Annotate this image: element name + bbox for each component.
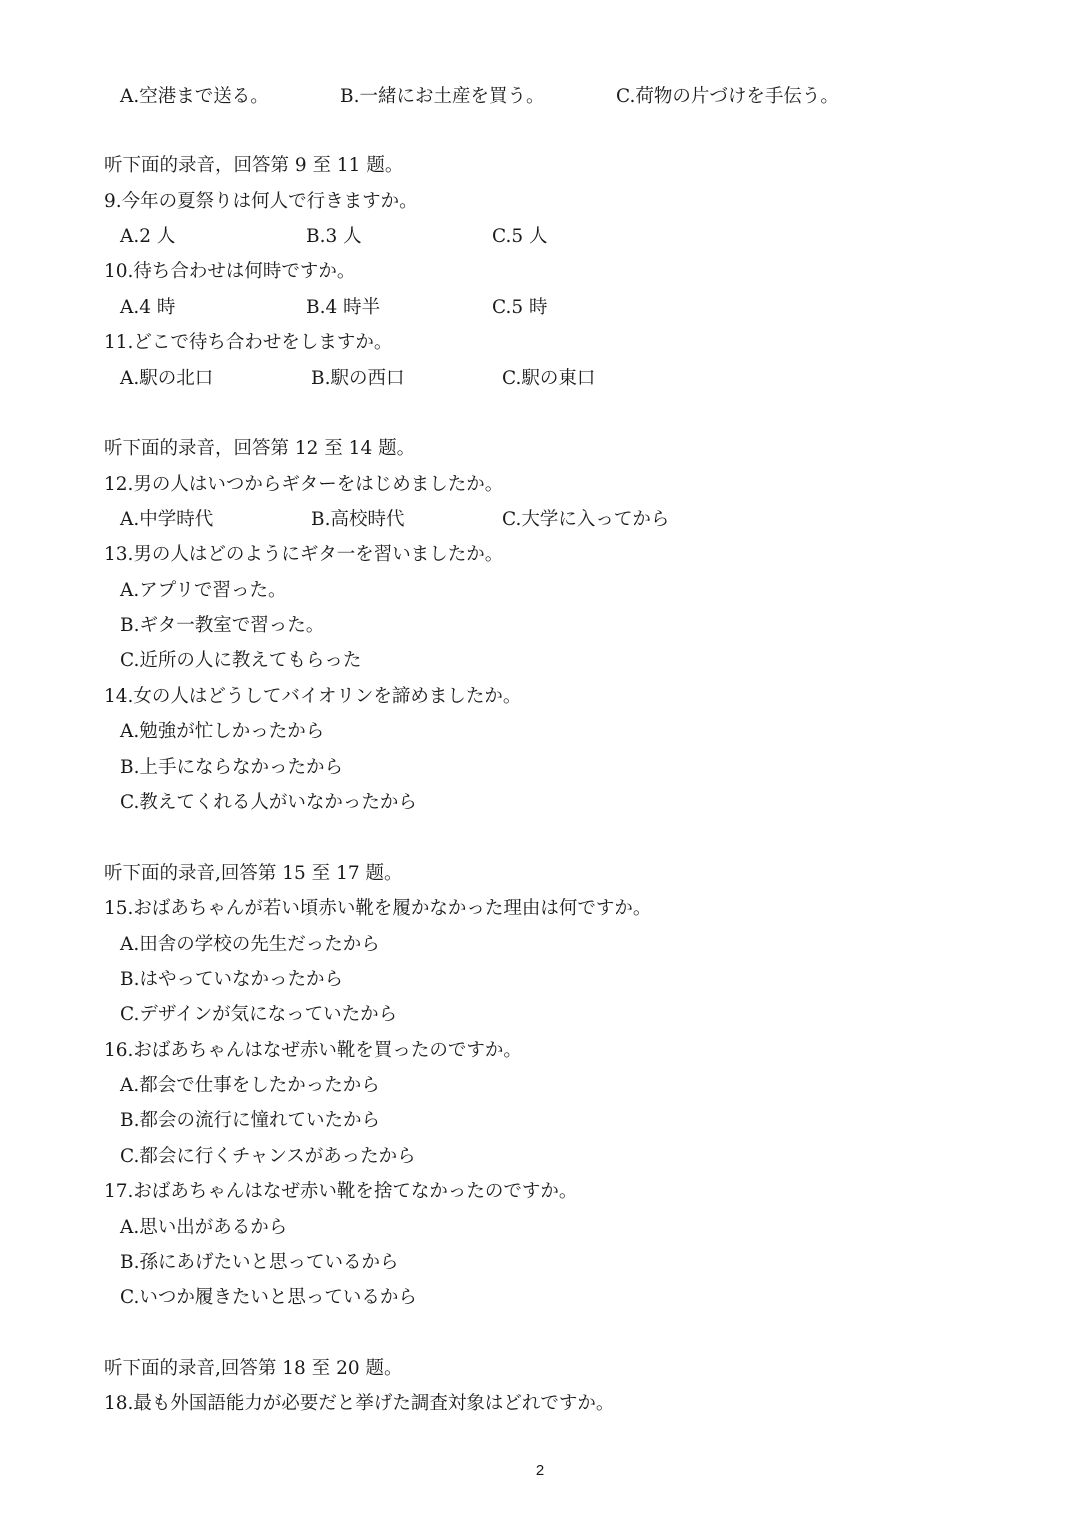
q12-option-a: A.中学時代 (120, 509, 214, 530)
q14-option-c: C.教えてくれる人がいなかったから (120, 792, 417, 813)
question-14: 14.女の人はどうしてバイオリンを諦めましたか。 (104, 686, 522, 707)
q11-option-a: A.駅の北口 (120, 368, 214, 389)
question-10: 10.待ち合わせは何時ですか。 (104, 261, 356, 282)
q10-option-a: A.4 時 (120, 297, 176, 318)
q16-option-b: B.都会の流行に憧れていたから (120, 1110, 380, 1131)
page-number: 2 (535, 1462, 545, 1479)
q15-option-c: C.デザインが気になっていたから (120, 1004, 398, 1025)
section-heading: 听下面的录音,回答第 18 至 20 题。 (104, 1358, 403, 1379)
q8-option-c: C.荷物の片づけを手伝う。 (616, 86, 839, 107)
q17-option-c: C.いつか履きたいと思っているから (120, 1287, 417, 1308)
q8-option-a: A.空港まで送る。 (120, 86, 269, 107)
q9-option-c: C.5 人 (492, 226, 548, 247)
question-18: 18.最も外国語能力が必要だと挙げた調査対象はどれですか。 (104, 1393, 615, 1414)
q9-option-b: B.3 人 (306, 226, 362, 247)
question-12: 12.男の人はいつからギターをはじめましたか。 (104, 474, 504, 495)
question-17: 17.おばあちゃんはなぜ赤い靴を捨てなかったのですか。 (104, 1181, 578, 1202)
question-13: 13.男の人はどのようにギタ一を習いましたか。 (104, 544, 504, 565)
q12-option-c: C.大学に入ってから (502, 509, 670, 530)
q13-option-a: A.アプリで習った。 (120, 580, 287, 601)
q8-option-b: B.一緒にお土産を買う。 (340, 86, 545, 107)
q9-option-a: A.2 人 (120, 226, 176, 247)
q12-option-b: B.高校時代 (311, 509, 405, 530)
q15-option-a: A.田舎の学校の先生だったから (120, 934, 380, 955)
question-15: 15.おばあちゃんが若い頃赤い靴を履かなかった理由は何ですか。 (104, 898, 652, 919)
q16-option-c: C.都会に行くチャンスがあったから (120, 1146, 416, 1167)
section-heading: 听下面的录音,回答第 15 至 17 题。 (104, 863, 403, 884)
q10-option-b: B.4 時半 (306, 297, 381, 318)
q15-option-b: B.はやっていなかったから (120, 969, 343, 990)
q13-option-b: B.ギタ一教室で習った。 (120, 615, 325, 636)
q17-option-b: B.孫にあげたいと思っているから (120, 1252, 399, 1273)
q14-option-b: B.上手にならなかったから (120, 757, 343, 778)
q10-option-c: C.5 時 (492, 297, 548, 318)
q11-option-c: C.駅の東口 (502, 368, 596, 389)
q13-option-c: C.近所の人に教えてもらった (120, 650, 362, 671)
section-heading: 听下面的录音，回答第 12 至 14 题。 (104, 438, 416, 459)
section-heading: 听下面的录音，回答第 9 至 11 题。 (104, 155, 404, 176)
question-11: 11.どこで待ち合わせをしますか。 (104, 332, 393, 353)
question-9: 9.今年の夏祭りは何人で行きますか。 (104, 191, 418, 212)
q11-option-b: B.駅の西口 (311, 368, 405, 389)
q16-option-a: A.都会で仕事をしたかったから (120, 1075, 380, 1096)
q17-option-a: A.思い出があるから (120, 1217, 288, 1238)
question-16: 16.おばあちゃんはなぜ赤い靴を買ったのですか。 (104, 1040, 522, 1061)
q14-option-a: A.勉強が忙しかったから (120, 721, 325, 742)
